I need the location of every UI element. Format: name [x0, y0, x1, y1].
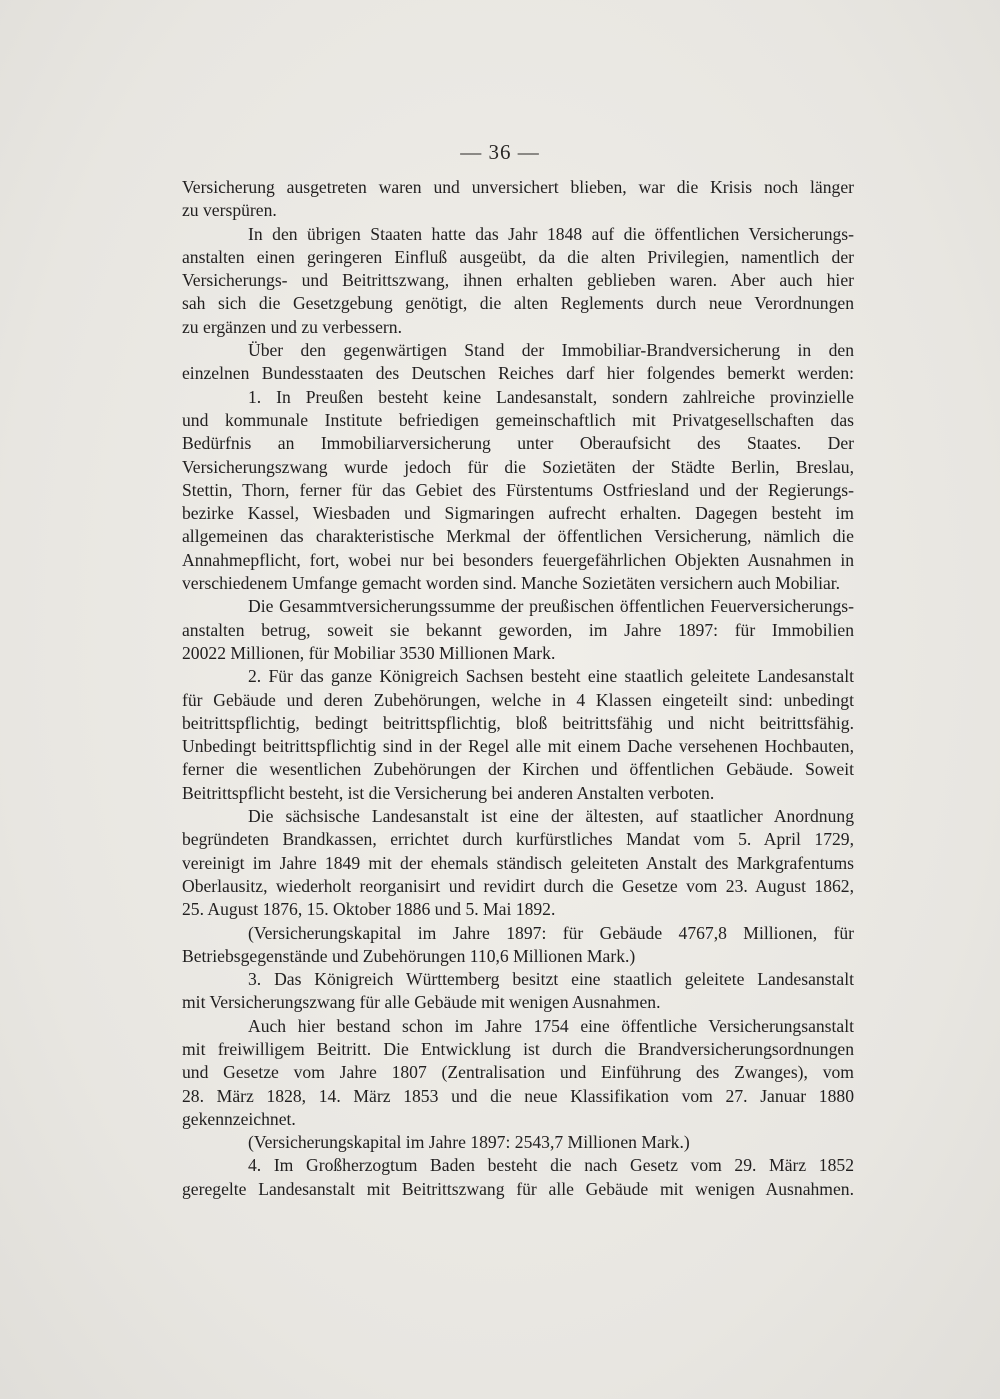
text-line: begründeten Brandkassen, errichtet durch kurfürstliches Mandat vom 5. April 1729,	[182, 829, 854, 850]
text-line: für Gebäude und deren Zubehörungen, welche in 4 Klassen eingeteilt sind: unbedingt	[182, 689, 854, 710]
text-line: Versicherungszwang wurde jedoch für die Sozietäten der Städte Berlin, Breslau,	[182, 456, 854, 477]
text-line: sah sich die Gesetzgebung genötigt, die alten Reglements durch neue Verordnungen	[182, 293, 854, 314]
text-line: Auch hier bestand schon im Jahre 1754 eine öffentliche Versicherungsanstalt	[248, 1015, 854, 1036]
text-line: (Versicherungskapital im Jahre 1897: für Gebäude 4767,8 Millionen, für	[248, 922, 854, 943]
text-line: einzelnen Bundesstaaten des Deutschen Reiches darf hier folgendes bemerkt werden:	[182, 363, 854, 384]
text-line: Versicherung ausgetreten waren und unversichert blieben, war die Krisis noch länger	[182, 177, 854, 197]
text-line: Die sächsische Landesanstalt ist eine der ältesten, auf staatlicher Anordnung	[248, 806, 854, 827]
page-number: — 36 —	[460, 140, 540, 164]
text-line: 3. Das Königreich Württemberg besitzt eine staatlich geleitete Landesanstalt	[248, 969, 854, 990]
text-line: In den übrigen Staaten hatte das Jahr 1848 auf die öffentlichen Versicherungs-	[248, 223, 854, 244]
text-line: anstalten betrug, soweit sie bekannt geworden, im Jahre 1897: für Immobilien	[182, 619, 854, 640]
text-line: Versicherungs- und Beitrittszwang, ihnen erhalten geblieben waren. Aber auch hier	[182, 270, 854, 291]
text-line: mit freiwilligem Beitritt. Die Entwicklung ist durch die Brandversicherungsordnungen	[182, 1038, 854, 1059]
text-line: (Versicherungskapital im Jahre 1897: 2543,7 Millionen Mark.)	[248, 1132, 690, 1153]
text-line: 1. In Preußen besteht keine Landesanstalt, sondern zahlreiche provinzielle	[248, 386, 854, 407]
text-line: Stettin, Thorn, ferner für das Gebiet des Fürstentums Ostfriesland und der Regierungs-	[182, 479, 854, 500]
text-line: und kommunale Institute befriedigen gemeinschaftlich mit Privatgesellschaften das	[182, 409, 854, 430]
text-line: zu verspüren.	[182, 200, 277, 221]
text-line: 4. Im Großherzogtum Baden besteht die nach Gesetz vom 29. März 1852	[248, 1155, 854, 1176]
text-line: ferner die wesentlichen Zubehörungen der Kirchen und öffentlichen Gebäude. Soweit	[182, 759, 854, 780]
text-line: bezirke Kassel, Wiesbaden und Sigmaringen aufrecht erhalten. Dagegen besteht im	[182, 503, 854, 524]
text-line: allgemeinen das charakteristische Merkmal der öffentlichen Versicherung, nämlich die	[182, 526, 854, 547]
text-line: Unbedingt beitrittspflichtig sind in der Regel alle mit einem Dache versehenen Hochbauten,	[182, 736, 854, 757]
text-line: Oberlausitz, wiederholt reorganisirt und revidirt durch die Gesetze vom 23. August 1862,	[182, 875, 854, 896]
text-line: geregelte Landesanstalt mit Beitrittszwang für alle Gebäude mit wenigen Ausnahmen.	[182, 1178, 854, 1199]
text-line: Betriebsgegenstände und Zubehörungen 110,6 Millionen Mark.)	[182, 945, 636, 966]
text-line: Über den gegenwärtigen Stand der Immobiliar-Brandversicherung in den	[248, 340, 854, 361]
text-line: anstalten einen geringeren Einfluß ausgeübt, da die alten Privilegien, namentlich der	[182, 246, 854, 267]
text-line: beitrittspflichtig, bedingt beitrittspflichtig, bloß beitrittsfähig und nicht beitrittsfähig.	[182, 712, 854, 733]
text-line: Annahmepflicht, fort, wobei nur bei besonders feuergefährlichen Objekten Ausnahmen in	[182, 549, 854, 570]
text-line: 2. Für das ganze Königreich Sachsen besteht eine staatlich geleitete Landesanstalt	[248, 666, 854, 687]
text-line: zu ergänzen und zu verbessern.	[182, 316, 402, 337]
body-text	[182, 176, 854, 1201]
text-line: 28. März 1828, 14. März 1853 und die neue Klassifikation vom 27. Januar 1880	[182, 1085, 854, 1106]
text-line: und Gesetze vom Jahre 1807 (Zentralisation und Einführung des Zwanges), vom	[182, 1062, 854, 1083]
text-line: verschiedenem Umfange gemacht worden sind. Manche Sozietäten versichern auch Mobiliar.	[182, 573, 841, 594]
text-line: Bedürfnis an Immobiliarversicherung unter Oberaufsicht des Staates. Der	[182, 433, 854, 454]
text-line: 25. August 1876, 15. Oktober 1886 und 5. Mai 1892.	[182, 899, 556, 920]
text-line: 20022 Millionen, für Mobiliar 3530 Millionen Mark.	[182, 642, 556, 663]
text-line: vereinigt im Jahre 1849 mit der ehemals ständisch geleiteten Anstalt des Markgrafentums	[182, 852, 854, 873]
text-line: Die Gesammtversicherungssumme der preußischen öffentlichen Feuerversicherungs-	[248, 596, 854, 617]
text-line: gekennzeichnet.	[182, 1108, 296, 1129]
text-line: mit Versicherungszwang für alle Gebäude mit wenigen Ausnahmen.	[182, 992, 661, 1013]
text-line: Beitrittspflicht besteht, ist die Versicherung bei anderen Anstalten verboten.	[182, 782, 715, 803]
